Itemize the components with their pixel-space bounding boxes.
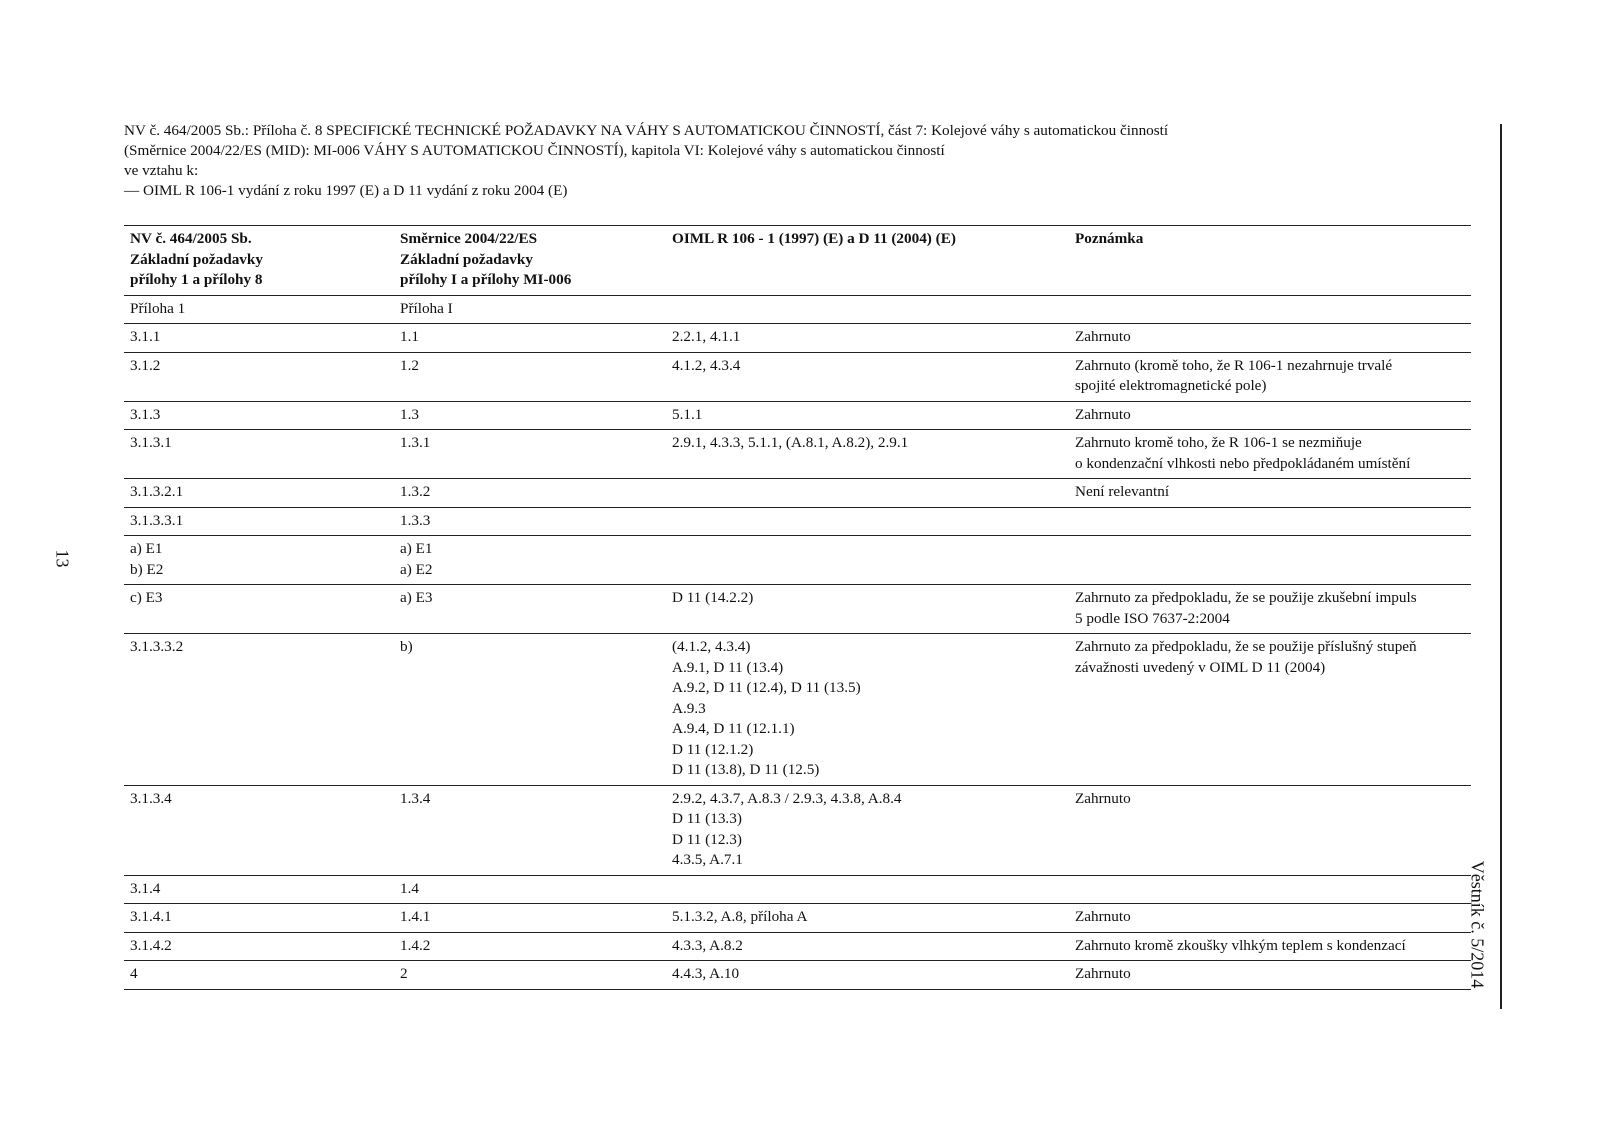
cell-line: 4.1.2, 4.3.4 bbox=[672, 356, 741, 374]
cell-line: 3.1.4.2 bbox=[130, 936, 172, 954]
cell-line: 1.3 bbox=[400, 405, 419, 423]
cell-line: NV č. 464/2005 Sb. bbox=[130, 230, 252, 247]
cell-line: c) E3 bbox=[130, 589, 163, 606]
page-number: 13 bbox=[52, 549, 73, 568]
cell-line: 3.1.4.1 bbox=[130, 908, 172, 925]
table-cell bbox=[394, 875, 666, 904]
cell-line: D 11 (12.1.2) bbox=[672, 740, 754, 758]
table-row bbox=[124, 585, 1471, 634]
table-cell bbox=[394, 479, 666, 508]
table-cell bbox=[1069, 785, 1471, 875]
table-cell bbox=[1069, 634, 1471, 786]
cell-line: Zahrnuto bbox=[1075, 405, 1131, 423]
table-cell bbox=[666, 430, 1069, 479]
table-cell bbox=[124, 352, 394, 401]
cell-line: 5.1.1 bbox=[672, 405, 703, 423]
table-cell bbox=[666, 585, 1069, 634]
table-cell bbox=[666, 536, 1069, 585]
cell-line: 3.1.4 bbox=[130, 879, 161, 897]
table-row bbox=[124, 785, 1471, 875]
table-cell bbox=[666, 401, 1069, 430]
cell-line: 1.3.2 bbox=[400, 483, 431, 500]
table-cell bbox=[394, 536, 666, 585]
table-cell bbox=[124, 961, 394, 990]
table-row bbox=[124, 904, 1471, 933]
table-cell bbox=[124, 932, 394, 961]
table-row bbox=[124, 536, 1471, 585]
cell-line: 1.3.3 bbox=[400, 511, 431, 529]
table-body bbox=[124, 295, 1471, 989]
table-cell bbox=[1069, 430, 1471, 479]
cell-line: A.9.2, D 11 (12.4), D 11 (13.5) bbox=[672, 679, 861, 696]
table-cell bbox=[1069, 295, 1471, 324]
cell-line: o kondenzační vlhkosti nebo předpokládaném umístění bbox=[1075, 454, 1411, 472]
table-cell bbox=[1069, 479, 1471, 508]
table-cell bbox=[394, 295, 666, 324]
table-cell bbox=[1069, 324, 1471, 353]
cell-line: (4.1.2, 4.3.4) bbox=[672, 638, 751, 655]
table-cell bbox=[394, 324, 666, 353]
table-row bbox=[124, 479, 1471, 508]
header-cell bbox=[666, 226, 1069, 296]
table-row bbox=[124, 932, 1471, 961]
cell-line: b) bbox=[400, 638, 413, 655]
header-cell bbox=[124, 226, 394, 296]
cell-line: 3.1.3.4 bbox=[130, 789, 172, 807]
header-line: (Směrnice 2004/22/ES (MID): MI-006 VÁHY S AUTOMATICKOU ČINNOSTÍ), kapitola VI: Kolejové váhy s automatickou činností bbox=[124, 142, 945, 159]
cell-line: 1.3.1 bbox=[400, 434, 431, 451]
cell-line: OIML R 106 - 1 (1997) (E) a D 11 (2004) (E) bbox=[672, 230, 956, 247]
cell-line: 1.4.2 bbox=[400, 936, 431, 954]
table-cell bbox=[666, 634, 1069, 786]
cell-line: Zahrnuto za předpokladu, že se použije příslušný stupeň bbox=[1075, 638, 1417, 655]
table-cell bbox=[124, 507, 394, 536]
table-cell bbox=[1069, 585, 1471, 634]
table-cell bbox=[666, 295, 1069, 324]
header-row bbox=[124, 226, 1471, 296]
cell-line: Příloha 1 bbox=[130, 299, 186, 317]
cell-line: D 11 (13.8), D 11 (12.5) bbox=[672, 761, 820, 778]
cell-line: D 11 (12.3) bbox=[672, 830, 742, 848]
cell-line: Zahrnuto kromě toho, že R 106-1 se nezmiňuje bbox=[1075, 434, 1362, 451]
table-cell bbox=[394, 785, 666, 875]
cell-line: a) E1 bbox=[400, 540, 433, 557]
table-cell bbox=[1069, 401, 1471, 430]
cell-line: 2.2.1, 4.1.1 bbox=[672, 328, 741, 345]
document-header bbox=[124, 121, 1464, 201]
table-cell bbox=[666, 352, 1069, 401]
table-cell bbox=[394, 430, 666, 479]
table-cell bbox=[394, 634, 666, 786]
cell-line: přílohy I a přílohy MI-006 bbox=[400, 271, 572, 288]
cell-line: D 11 (13.3) bbox=[672, 810, 742, 827]
cell-line: b) E2 bbox=[130, 560, 164, 578]
table-cell bbox=[394, 961, 666, 990]
cell-line: 1.1 bbox=[400, 328, 419, 345]
table-cell bbox=[124, 904, 394, 933]
table-cell bbox=[124, 401, 394, 430]
cell-line: 3.1.3.1 bbox=[130, 434, 172, 451]
table-cell bbox=[394, 904, 666, 933]
table-cell bbox=[124, 785, 394, 875]
header-line: — OIML R 106-1 vydání z roku 1997 (E) a D 11 vydání z roku 2004 (E) bbox=[124, 182, 568, 199]
cell-line: 4.3.5, A.7.1 bbox=[672, 851, 743, 868]
table-row bbox=[124, 507, 1471, 536]
cell-line: Zahrnuto za předpokladu, že se použije zkušební impuls bbox=[1075, 589, 1417, 606]
table-cell bbox=[124, 430, 394, 479]
cell-line: spojité elektromagnetické pole) bbox=[1075, 377, 1267, 394]
table-cell bbox=[666, 904, 1069, 933]
journal-label: Věstník č. 5/2014 bbox=[1467, 860, 1488, 989]
cell-line: Směrnice 2004/22/ES bbox=[400, 230, 538, 247]
table-row bbox=[124, 961, 1471, 990]
table-cell bbox=[394, 932, 666, 961]
margin-rule bbox=[1500, 124, 1502, 1009]
cell-line: Poznámka bbox=[1075, 230, 1144, 247]
cell-line: 2.9.1, 4.3.3, 5.1.1, (A.8.1, A.8.2), 2.9.1 bbox=[672, 434, 909, 451]
table-cell bbox=[1069, 507, 1471, 536]
cell-line: 2.9.2, 4.3.7, A.8.3 / 2.9.3, 4.3.8, A.8.4 bbox=[672, 789, 902, 807]
header-line: NV č. 464/2005 Sb.: Příloha č. 8 SPECIFICKÉ TECHNICKÉ POŽADAVKY NA VÁHY S AUTOMATICKOU ČINNOSTÍ, část 7: Kolejové váhy s automatickou činností bbox=[124, 122, 1169, 139]
table-cell bbox=[394, 507, 666, 536]
table-row bbox=[124, 634, 1471, 786]
cell-line: a) E3 bbox=[400, 589, 433, 606]
cell-line: 4.4.3, A.10 bbox=[672, 965, 740, 982]
table-cell bbox=[666, 324, 1069, 353]
cell-line: 3.1.3.2.1 bbox=[130, 483, 184, 500]
cell-line: 3.1.2 bbox=[130, 356, 161, 374]
cell-line: závažnosti uvedený v OIML D 11 (2004) bbox=[1075, 658, 1326, 676]
cell-line: A.9.3 bbox=[672, 699, 706, 717]
table-cell bbox=[1069, 536, 1471, 585]
table-row bbox=[124, 324, 1471, 353]
cell-line: Zahrnuto bbox=[1075, 328, 1131, 345]
table-cell bbox=[666, 785, 1069, 875]
table-cell bbox=[666, 507, 1069, 536]
cell-line: Příloha I bbox=[400, 299, 453, 317]
table-cell bbox=[124, 324, 394, 353]
cell-line: a) E2 bbox=[400, 560, 433, 578]
cell-line: 4.3.3, A.8.2 bbox=[672, 936, 743, 954]
table-cell bbox=[394, 352, 666, 401]
cell-line: Základní požadavky bbox=[400, 250, 533, 268]
table-cell bbox=[1069, 961, 1471, 990]
cell-line: A.9.1, D 11 (13.4) bbox=[672, 658, 784, 676]
table-row bbox=[124, 875, 1471, 904]
cell-line: 1.2 bbox=[400, 356, 419, 374]
table-cell bbox=[124, 295, 394, 324]
cell-line: Zahrnuto (kromě toho, že R 106-1 nezahrnuje trvalé bbox=[1075, 356, 1393, 374]
table-cell bbox=[124, 634, 394, 786]
cell-line: Základní požadavky bbox=[130, 250, 263, 268]
cell-line: D 11 (14.2.2) bbox=[672, 589, 754, 606]
header-line: ve vztahu k: bbox=[124, 162, 199, 179]
cell-line: 3.1.3.3.1 bbox=[130, 511, 184, 529]
table-header bbox=[124, 226, 1471, 296]
table-cell bbox=[666, 479, 1069, 508]
cell-line: 3.1.3.3.2 bbox=[130, 638, 184, 655]
table-cell bbox=[124, 479, 394, 508]
cell-line: 2 bbox=[400, 965, 408, 982]
cell-line: A.9.4, D 11 (12.1.1) bbox=[672, 720, 795, 737]
table-row bbox=[124, 430, 1471, 479]
table-cell bbox=[1069, 932, 1471, 961]
cell-line: 1.4.1 bbox=[400, 908, 431, 925]
table-cell bbox=[124, 875, 394, 904]
cell-line: 5.1.3.2, A.8, příloha A bbox=[672, 908, 808, 925]
cell-line: a) E1 bbox=[130, 540, 163, 557]
table-row bbox=[124, 352, 1471, 401]
cell-line: 4 bbox=[130, 965, 138, 982]
table-cell bbox=[666, 875, 1069, 904]
table-cell bbox=[394, 585, 666, 634]
cell-line: 1.3.4 bbox=[400, 789, 431, 807]
cell-line: přílohy 1 a přílohy 8 bbox=[130, 271, 263, 288]
cell-line: 5 podle ISO 7637-2:2004 bbox=[1075, 609, 1230, 627]
table-cell bbox=[394, 401, 666, 430]
table-cell bbox=[666, 932, 1069, 961]
table-cell bbox=[1069, 352, 1471, 401]
cell-line: 1.4 bbox=[400, 879, 419, 897]
table-row bbox=[124, 401, 1471, 430]
cell-line: Zahrnuto bbox=[1075, 789, 1131, 807]
cell-line: 3.1.1 bbox=[130, 328, 161, 345]
header-cell bbox=[1069, 226, 1471, 296]
cell-line: Není relevantní bbox=[1075, 483, 1170, 500]
table-cell bbox=[666, 961, 1069, 990]
table-cell bbox=[1069, 875, 1471, 904]
correspondence-table bbox=[124, 225, 1471, 990]
cell-line: Zahrnuto bbox=[1075, 965, 1131, 982]
cell-line: Zahrnuto kromě zkoušky vlhkým teplem s kondenzací bbox=[1075, 936, 1406, 954]
table-cell bbox=[124, 536, 394, 585]
cell-line: Zahrnuto bbox=[1075, 908, 1131, 925]
table-row bbox=[124, 295, 1471, 324]
table-cell bbox=[124, 585, 394, 634]
cell-line: 3.1.3 bbox=[130, 405, 161, 423]
table-cell bbox=[1069, 904, 1471, 933]
header-cell bbox=[394, 226, 666, 296]
